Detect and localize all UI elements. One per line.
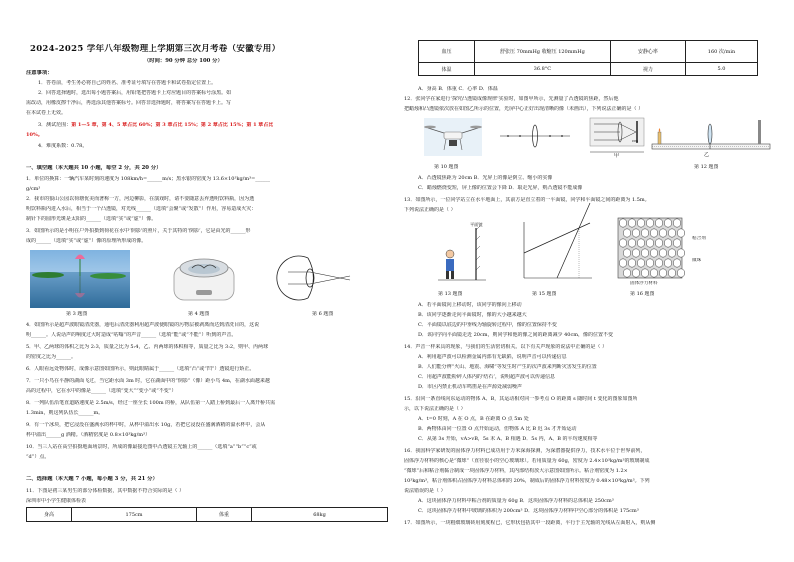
table-cell: 36.8°C [474,63,610,76]
question-line: 4．如图所示是超声波眼镜清洗器，通电后清洗器利用超声波使眼镜的污物层被剥离而达到清洗目的，这说 [26,322,260,328]
note-line: 在本试卷上无效。 [26,110,67,116]
right-column [404,0,774,562]
microsphere [646,219,654,227]
figure-label-yi: 乙 [704,152,710,158]
health-form-title: 深圳市中小学生健康体检表 [26,498,87,504]
notes-heading: 注意事项： [26,70,53,76]
microsphere [673,259,681,267]
lotus-reflection-photo [30,250,130,308]
table-cell: 血压 [419,41,475,63]
options-line: A．若平面镜向上移动时，该同学的像向上移动 [418,302,522,308]
question-line: 示，以下说法正确的是（ ） [404,406,466,412]
microsphere [659,249,667,257]
question-line: 10³kg/m³，粘合剂体积占固体浮力材料总体积的 20%，制成后的固体浮力材料密度为 0.48×10³kg/m³。下列 [404,478,650,484]
table-cell: 体重 [197,508,252,522]
question-line: 高的过程中，它在水中的像是______（选填“变大”“变小”或“不变”） [26,388,177,394]
ultrasonic-cleaner-image [168,252,240,304]
figure-caption: 第 12 题图 [694,164,719,170]
options-line: D．市区内禁止机动车鸣笛是在声源处减弱噪声 [418,384,523,390]
microsphere [673,219,681,227]
note-line: 需改动，用橡皮擦干净后，再选涂其他答案标号。回答非选择题时，将答案写在答题卡上。写 [26,100,232,106]
question-line: 5．甲、乙两球的体积之比为 2:3，质量之比为 5:4，乙、丙两球的体积相等，质量之比为 3:2，则甲、丙两球 [26,344,269,350]
microsphere [655,239,663,247]
question-line: 15．沿同一条直线向东运动的物体 A、B，其运动相对同一参考点 O 的距离 s 随时间 t 变化的图象如图所 [404,396,638,402]
microsphere [628,239,636,247]
microsphere [623,229,631,237]
table-cell: 160 次/min [686,41,758,63]
microsphere [664,259,672,267]
figure-label-jia: 甲 [614,153,620,159]
table-cell: 5.0 [686,63,758,76]
difficulty: 4．难度系数：0.78。 [38,143,88,149]
test-scope-value-end: 10%。 [26,132,43,138]
lens-point-diagram [500,122,570,156]
question-line: 明______。人说话声的响度过大时造成“咕嗡”的声音______（选填“能”或“不能”）听到的声音。 [26,332,237,338]
mirror-label: 平面镜 [470,222,483,227]
microsphere [659,229,667,237]
microsphere [646,259,654,267]
options-line: D．该同学向平面镜走近 20cm，则同学和他的像之间的距离减少 40cm，像的位置不变 [418,332,613,338]
options-line: A．身高 B．体重 C．心率 D．体温 [418,86,498,92]
microsphere [664,219,672,227]
table-cell: 68kg [252,508,388,522]
microsphere [619,259,627,267]
microsphere [677,269,685,277]
question-line: 17．如图所示，一块粗细玻璃砖用刻度程已，它形状包括其中一段距离，平行于主光轴的光线从左面射入，则从侧 [404,520,656,526]
unit-label: cm [632,138,639,143]
table-cell: 安静心率 [610,41,685,63]
microsphere [632,249,640,257]
question-line: 3．如图所示的是小明在户外拍摄到荷花在水中‘倒影’的照片，关于其特的‘倒影’，它是由光的______形 [26,228,251,234]
question-line: 把蜡烛和凸透镜依次放在如图乙所示的位置，光屏中心正好出现清晰的像（未画出），下列说法正确的是（ ） [404,106,644,112]
question-line: 的密度之比为______。 [26,354,77,360]
microsphere [637,259,645,267]
question-line: “微球”后和粘合剂黏合制成一块固体浮力材料，其内部结构放大示意图如图所示。粘合剂密度为 1.2× [404,468,628,474]
options-line: B．人们能分辨“火山、地震、海啸”等发生时产生的次声波来判断灾害发生的位置 [418,364,597,370]
figure-caption: 第 6 题图 [312,311,334,317]
options-line: C．从第 3s 开始，vA>vB，5s 末 A、B 相遇 D．5s 内，A、B 的平均速度相等 [418,436,598,442]
microsphere [641,269,649,277]
note-line: 1．答卷前，考生务必将自己的姓名、准考证号填写在答题卡和试卷指定位置上。 [38,80,217,86]
options-line: A．利用超声波可以检测金属内部有无缺陷，说明声音可以传递信息 [418,354,567,360]
options-line: A．凸透镜焦距为 20cm B．光屏上的像是倒立、缩小的实像 [418,175,553,181]
microsphere [650,229,658,237]
table-cell: 身高 [27,508,72,522]
question-line: 2．我市的狼山公园以荷塘优美而著称一方，河边柳影，在演戏时，请不要随意丢弃透明饮料瓶，因为透 [26,196,255,202]
line-B [524,223,590,253]
question-line: 6．人眼看远处物体时，成像示意图如图所示，则此眼睛属于______（选填“凸”或“凹”）透镜进行矫正。 [26,366,255,372]
microsphere [623,249,631,257]
exam-time-total: （时间：90 分钟 总分 100 分） [144,58,223,64]
question-line: 7．一只小鸟在平静的湖面飞过，当它距水面 3m 时，它在湖面中的“倒影”（像）距小鸟 4m，在湖水面越来越 [26,378,270,384]
microsphere [668,269,676,277]
microsphere [668,249,676,257]
line-A [557,203,590,278]
options-line: A．这块固体浮力材料中粘合剂的质量为 60g B．这块固体浮力材料的总体积是 250cm³ [418,498,614,504]
test-scope-label: 3．测试范围： [38,122,72,128]
microsphere [646,239,654,247]
microsphere [641,249,649,257]
question-line: 12．张同学在家进行‘探究凸透镜成像规律’实验时，如图甲所示，先测量了凸透镜的焦距，然后他 [404,96,619,102]
microsphere [668,229,676,237]
question-line: 14．声音一样来具的现象，与我们的生活密切相关。以下有关声现象的说法中正确的是（ ） [404,344,607,350]
question-line: 成的______（选填“实”或“虚”）像的原理所形成的像。 [26,238,147,244]
eye-diagram [288,254,364,302]
question-line: 说法错误的是（ ） [404,488,446,494]
microsphere [650,269,658,277]
microsphere [655,259,663,267]
microsphere [637,219,645,227]
page-title: 2024-2025 学年八年级物理上学期第三次月考卷（安徽专用） [30,44,281,54]
distance-time-graph [514,218,594,284]
table-cell: 视力 [610,63,685,76]
question-line: 杯中溢出______g 酒精。（酒精密度是 0.8×10³kg/m³） [26,432,151,438]
figure-caption: 第 4 题图 [188,311,210,317]
microsphere [623,269,631,277]
microsphere [637,239,645,247]
question-line: 9．有一个冰块，把它浸没在盛满水的杯中时，从杯中溢出水 10g，若把它浸没在盛满酒精的溢水杯中，会从 [26,422,266,428]
question-line: 制针下的圆形光斑是太阳的______（选填“实”或“虚”）像。 [26,216,157,222]
figure-caption: 第 15 题图 [532,291,557,297]
microsphere [619,219,627,227]
options-line: C．蜡烛燃烧变短，屏上像的位置会下降 D．取走光屏，则凸透镜不能成像 [418,185,583,191]
bead-label: 微珠 [692,258,702,263]
microsphere [641,229,649,237]
left-column [26,0,390,562]
question-line: 11．下图是初三某男生的部分体检数据，其中数据不符合实际的是（ ） [26,488,184,494]
note-line: 2．回答选择题时，选出每小题答案后，用铅笔把答题卡上对应题目的答案标号涂黑。如 [38,90,232,96]
health-table [26,507,388,522]
microsphere [628,219,636,227]
options-line: B．两物体由同一位置 O 点开始运动，但物体 A 比 B 迟 3s 才开始运动 [418,426,577,432]
drone-photo [424,118,482,156]
figure-caption: 第 13 题图 [438,291,463,297]
section2-heading: 二、选择题（本大题 7 小题，每小题 3 分，共 21 分） [26,476,158,482]
microsphere [677,249,685,257]
question-line: 固体浮力材料的核心是“微球”（直径很小的空心玻璃球）。若用质量为 60g，密度为 2.4×10³kg/m³的玻璃制成 [404,458,650,464]
microsphere [650,249,658,257]
microsphere [628,259,636,267]
options-line: B．该同学逐渐走向平面镜时，像的大小越来越大 [418,312,527,318]
options-line: C．这块固体浮力材料中玻璃的体积为 200cm³ D．这块固体浮力材料中空心部分的体积是 175cm³ [418,508,639,514]
question-line: 10．当三人站在高空拍摄地面场景时，所成的像最接近图中凸透镜主光轴上的______（选填“a”“b”“c”或 [26,444,257,450]
figure-caption: 第 3 题图 [66,311,88,317]
question-line: “d”）点。 [26,454,50,460]
test-scope-value: 第 1—5 章，第 4、5 章占比 60%；第 3 章占比 15%；第 2 章占比 15%；第 1 章占比 [71,122,274,128]
microsphere [632,229,640,237]
figure-caption: 第 10 题图 [434,164,459,170]
material-label: 固体浮力材料 [630,281,658,286]
table-cell: 体温 [419,63,475,76]
microsphere [673,239,681,247]
microsphere [659,269,667,277]
question-line: 1.3min，则这列队伍长______m。 [26,410,104,416]
question-line: 明饮料瓶内进入水后，相当于一个凸透镜，对光线______（选填“会聚”或“发散”）作用，容易造成火灾： [26,206,257,212]
microsphere-diagram [618,218,682,278]
options-line: C．用超声波能粉碎人体内的‘结石’，说明超声波可以传递信息 [418,374,556,380]
health-table-continued [418,40,758,76]
table-cell: 舒张压 70mmHg 收缩压 120mmHg [474,41,610,63]
microsphere [632,269,640,277]
microsphere [655,219,663,227]
optical-bench [652,118,770,158]
microsphere [664,239,672,247]
question-line: 16．我国科学家研发的固体浮力材料已成功用于万米深海探测，为深潜器提供浮力，技术水平位于世界前列， [404,448,646,454]
question-line: 1．单位的换算：一辆汽车某时刻的速度为 108km/h=______m/s；黑水银的密度为 13.6×10³kg/m³=______ [26,176,271,182]
question-line: 下列说法正确的是（ ） [404,207,456,213]
question-line: 13．如图所示，一位同学站立在水平地面上，其前方是直立着的一平面镜，同学和平面镜之间的距离为 1.5m。 [404,197,650,203]
question-line: 8．一列队伍沿笔直道路速度是 2.5m/s，经过一座全长 100m 的桥，从队伍第一人踏上桥到最后一人离开桥共需 [26,400,276,406]
microsphere [677,229,685,237]
options-line: A．t=0 时刻，A 在 O 点，B 在距离 O 点 5m 处 [418,416,529,422]
microsphere [619,239,627,247]
options-line: C．平面镜以底边的中垂线为轴旋转过程中，像的位置保持不变 [418,322,557,328]
table-cell: 175cm [72,508,197,522]
section1-heading: 一、填空题（本大题共 10 小题，每空 2 分，共 20 分） [26,165,162,171]
figure-caption: 第 16 题图 [630,291,655,297]
person-mirror-figure [438,220,486,284]
glue-label: 粘合剂 [692,236,706,241]
test-scope [38,122,273,128]
question-line: g/cm³ [26,186,41,192]
